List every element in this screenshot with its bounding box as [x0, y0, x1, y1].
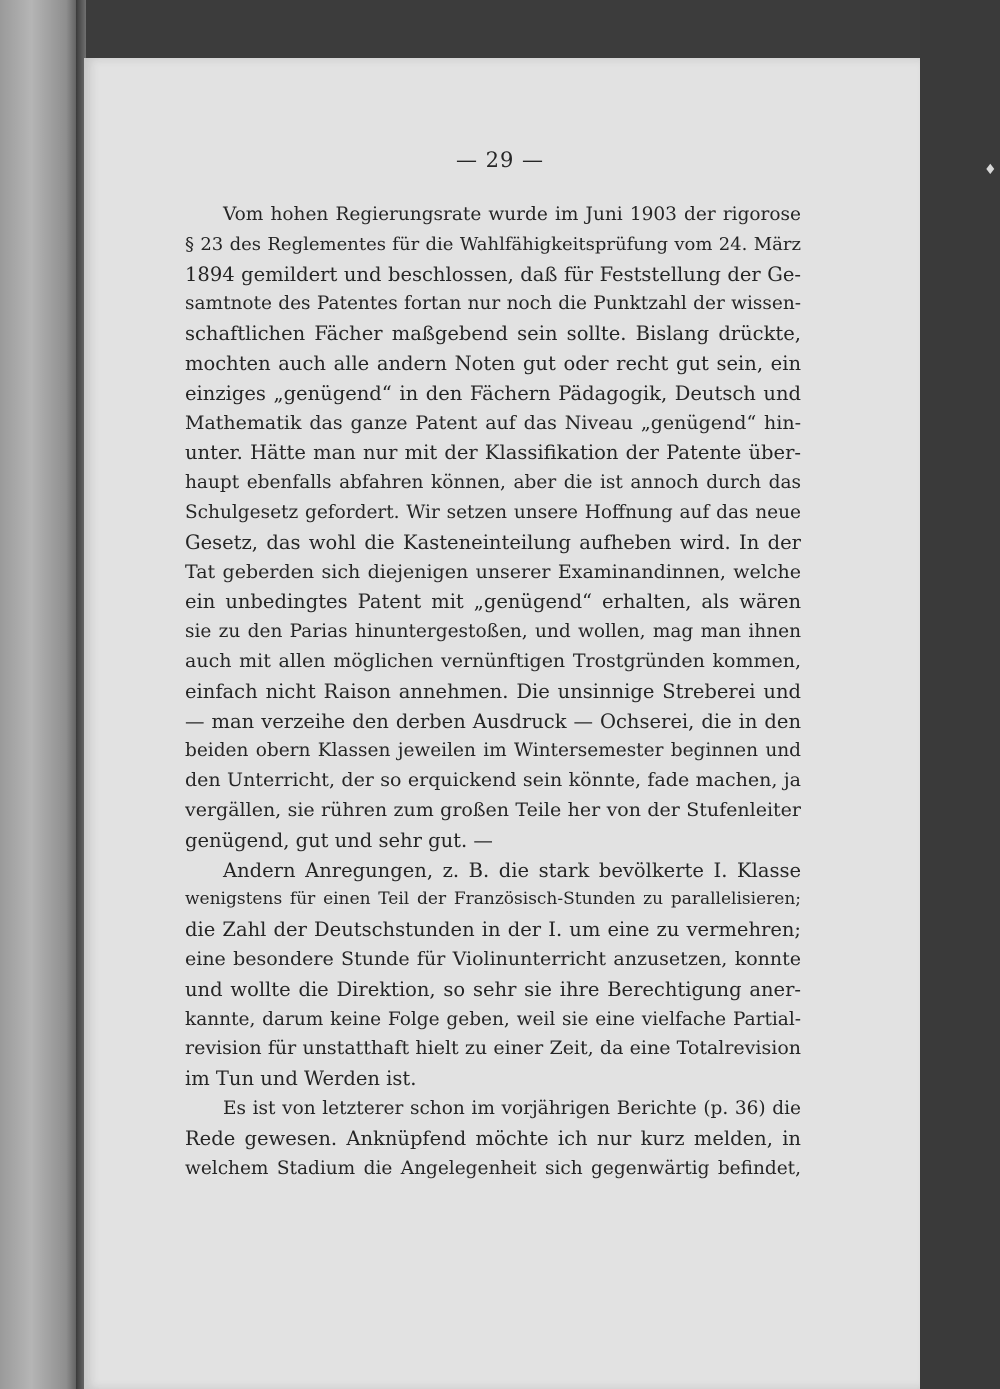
body-text — [185, 200, 801, 1183]
text-line: welchem Stadium die Angelegenheit sich gegenwärtig befindet, — [185, 1157, 801, 1179]
text-line: unter. Hätte man nur mit der Klassifikation der Patente über- — [185, 441, 801, 465]
text-line: einfach nicht Raison annehmen. Die unsinnige Streberei und — [185, 679, 801, 703]
text-line: Tat geberden sich diejenigen unserer Examinandinnen, welche — [185, 560, 801, 583]
text-line: Rede gewesen. Anknüpfend möchte ich nur kurz melden, in — [185, 1126, 801, 1150]
edge-mark: ♦ — [984, 162, 997, 178]
text-line: samtnote des Patentes fortan nur noch die Punktzahl der wissen- — [185, 293, 801, 315]
text-line: revision für unstatthaft hielt zu einer Zeit, da eine Totalrevision — [185, 1037, 801, 1060]
text-line: Vom hohen Regierungsrate wurde im Juni 1903 der rigorose — [223, 204, 801, 225]
text-line: Schulgesetz gefordert. Wir setzen unsere Hoffnung auf das neue — [185, 501, 801, 523]
text-line: Gesetz, das wohl die Kasteneinteilung aufheben wird. In der — [185, 530, 801, 554]
scan-margin-right — [920, 0, 1000, 1389]
text-line: auch mit allen möglichen vernünftigen Trostgründen kommen, — [185, 649, 801, 672]
text-line: im Tun und Werden ist. — [185, 1067, 417, 1091]
text-line: haupt ebenfalls abfahren können, aber die ist annoch durch das — [185, 472, 801, 494]
text-line: einziges „genügend“ in den Fächern Pädagogik, Deutsch und — [185, 381, 801, 405]
text-line: vergällen, sie rühren zum großen Teile her von der Stufenleiter — [185, 798, 801, 821]
text-line: Andern Anregungen, z. B. die stark bevölkerte I. Klasse — [223, 858, 801, 882]
text-line: genügend, gut und sehr gut. — — [185, 828, 493, 852]
text-line: beiden obern Klassen jeweilen im Wintersemester beginnen und — [185, 740, 801, 762]
text-line: die Zahl der Deutschstunden in der I. um eine zu vermehren; — [185, 918, 801, 942]
text-line: schaftlichen Fächer maßgebend sein sollte. Bislang drückte, — [185, 322, 801, 346]
text-line: sie zu den Parias hinuntergestoßen, und wollen, mag man ihnen — [185, 621, 801, 643]
text-line: § 23 des Reglementes für die Wahlfähigkeitsprüfung vom 24. März — [185, 233, 801, 255]
text-line: Mathematik das ganze Patent auf das Niveau „genügend“ hin- — [185, 411, 801, 434]
previous-page-edge — [0, 0, 78, 1389]
text-line: — man verzeihe den derben Ausdruck — Ochserei, die in den — [185, 709, 801, 733]
text-line: kannte, darum keine Folge geben, weil sie eine vielfache Partial- — [185, 1008, 801, 1030]
text-line: Es ist von letzterer schon im vorjährigen Berichte (p. 36) die — [223, 1097, 801, 1119]
text-line: und wollte die Direktion, so sehr sie ihre Berechtigung aner- — [185, 977, 801, 1001]
text-line: den Unterricht, der so erquickend sein könnte, fade machen, ja — [185, 769, 801, 792]
text-line: ein unbedingtes Patent mit „genügend“ erhalten, als wären — [185, 590, 801, 614]
text-line: 1894 gemildert und beschlossen, daß für Feststellung der Ge- — [185, 262, 801, 286]
text-line: eine besondere Stunde für Violinunterricht anzusetzen, konnte — [185, 947, 801, 970]
text-line: wenigstens für einen Teil der Französisch-Stunden zu parallelisieren; — [185, 889, 801, 910]
text-line: mochten auch alle andern Noten gut oder recht gut sein, ein — [185, 351, 801, 375]
page-number: — 29 — — [455, 148, 545, 172]
